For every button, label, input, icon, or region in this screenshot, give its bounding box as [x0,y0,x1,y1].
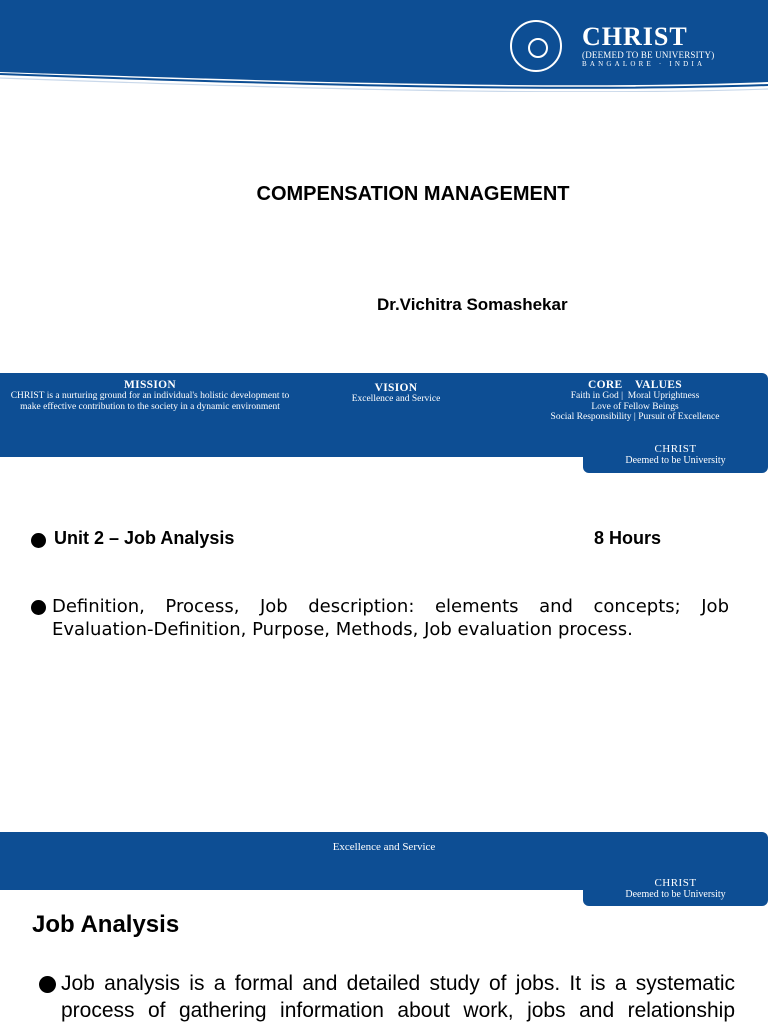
mission-column [8,379,292,412]
core-values-line-1: Faith in God | Moral Uprightness [570,391,700,401]
section-title: Job Analysis [32,911,180,938]
core-values-heading: CORE VALUES [588,379,682,391]
vision-column [330,382,462,405]
presentation-author: Dr.Vichitra Somashekar [377,295,568,314]
bullet-icon [31,533,46,548]
presentation-title: COMPENSATION MANAGEMENT [256,183,570,205]
core-values-line-3: Social Responsibility | Pursuit of Excellence [550,412,720,422]
header-banner [0,0,768,92]
unit-title: Unit 2 – Job Analysis [54,528,235,548]
university-tab [583,440,768,473]
university-tab-name: CHRIST [654,443,697,455]
list-item-topics [31,595,729,641]
bullet-icon [31,600,46,615]
university-tab-status: Deemed to be University [625,889,726,900]
core-values-column [520,379,750,423]
university-tab-2 [583,874,768,906]
christ-logo [510,20,730,72]
university-seal-icon [510,20,562,72]
list-item-definition [39,970,735,1024]
unit-hours: 8 Hours [594,528,662,548]
vision-text: Excellence and Service [351,394,441,404]
mission-heading: MISSION [124,379,176,391]
core-values-line-2: Love of Fellow Beings [591,401,679,412]
logo-name: CHRIST [582,22,688,51]
logo-city: BANGALORE · INDIA [582,60,706,68]
logo-subtitle: (DEEMED TO BE UNIVERSITY) [582,50,715,60]
list-item-unit [31,528,671,549]
university-tab-name: CHRIST [654,877,697,889]
vision-heading: VISION [374,382,418,394]
bullet-icon [39,976,56,993]
unit-topics: Definition, Process, Job description: elements and concepts; Job Evaluation-Definition, Purpose, Methods, Job evaluation process. [52,596,729,640]
university-tab-status: Deemed to be University [625,455,726,466]
mission-text: CHRIST is a nurturing ground for an individual's holistic development to make effective contribution to the society in a dynamic environment [10,391,290,412]
definition-text: Job analysis is a formal and detailed study of jobs. It is a systematic process of gathering information about work, jobs and relationship [61,972,735,1022]
motto-text: Excellence and Service [332,841,436,853]
